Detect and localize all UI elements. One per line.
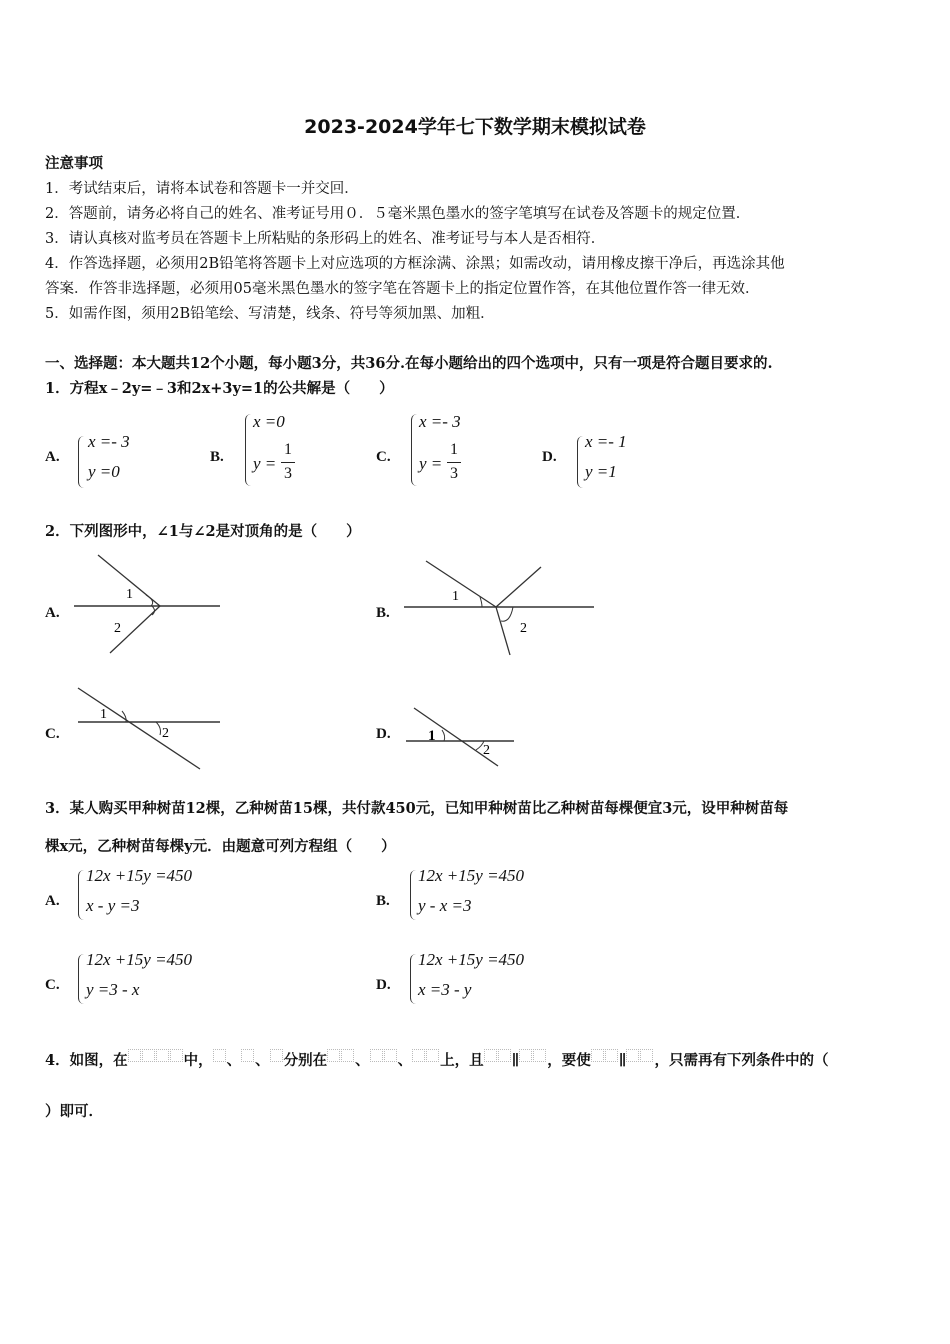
q3-b-eq2: y - x =3 [418,896,472,915]
q2-d-angle-2-label: 2 [483,743,490,758]
q4-text: 4．如图，在 [45,1052,128,1069]
notice-item: 答案．作答非选择题，必须用05毫米黑色墨水的签字笔在答题卡上的指定位置作答，在其他位置作答一律无效． [45,281,760,297]
q1-option-a-label: A. [45,449,60,465]
q1-c-eq2: y = [419,454,443,473]
question-4-stem-line1 [45,1049,828,1070]
q3-option-a-label: A. [45,893,60,909]
q4-sep: 、 [397,1052,413,1069]
q4-parallel-symbol: ∥ [618,1052,627,1069]
question-3-stem-line1: 3．某人购买甲种树苗12棵，乙种树苗15棵，共付款450元，已知甲种树苗比乙种树苗每棵便宜3元，设甲种树苗每 [45,800,789,817]
notice-item: 1．考试结束后，请将本试卷和答题卡一并交回． [45,181,359,197]
q1-b-denominator: 3 [284,465,292,482]
q2-figure-d [402,702,522,772]
q1-a-eq2: y =0 [88,462,120,481]
q2-option-b-label: B. [376,605,390,621]
q4-text: 中， [183,1052,213,1069]
q3-option-c-label: C. [45,977,60,993]
q2-option-d-label: D. [376,726,391,742]
q3-b-eq1: 12x +15y =450 [418,866,525,885]
q4-parallel-symbol: ∥ [511,1052,520,1069]
q3-d-eq1: 12x +15y =450 [418,950,525,969]
q4-text: ，只需再有下列条件中的（ [654,1052,829,1069]
q2-b-angle-2-label: 2 [520,621,527,636]
q2-option-a-label: A. [45,605,60,621]
q4-text: 上，且 [440,1052,484,1069]
q2-b-angle-1-label: 1 [452,589,459,604]
q1-c-numerator: 1 [450,441,458,458]
q1-b-eq2: y = [253,454,277,473]
section-heading: 一、选择题：本大题共12个小题，每小题3分，共36分.在每小题给出的四个选项中，只有一项是符合题目要求的. [45,355,773,372]
q2-figure-b [398,555,598,660]
notice-heading: 注意事项 [45,155,103,172]
q1-b-eq1: x =0 [253,412,285,431]
q2-c-angle-1-label: 1 [100,707,107,722]
q3-d-eq2: x =3 - y [418,980,472,999]
question-4-stem-line2: ）即可． [45,1103,103,1120]
q4-sep: 、 [255,1052,270,1069]
page-title: 2023-2024学年七下数学期末模拟试卷 [304,116,646,138]
q4-sep: 、 [226,1052,242,1069]
q1-b-numerator: 1 [284,441,292,458]
q2-a-angle-2-label: 2 [114,621,121,636]
notice-item: 4．作答选择题，必须用2B铅笔将答题卡上对应选项的方框涂满、涂黑；如需改动，请用橡皮擦干净后，再选涂其他 [45,256,785,272]
q1-option-d-label: D. [542,449,557,465]
q3-c-eq2: y =3 - x [86,980,140,999]
q2-figure-c [70,683,230,773]
notice-item: 5．如需作图，须用2B铅笔绘、写清楚，线条、符号等须加黑、加粗． [45,306,495,322]
q3-option-b-label: B. [376,893,390,909]
question-2-stem: 2．下列图形中，∠1与∠2是对顶角的是（ ） [45,523,361,540]
q1-c-eq1: x =- 3 [419,412,461,431]
q2-c-angle-2-label: 2 [162,726,169,741]
q2-d-angle-1-label: 1 [428,728,436,744]
question-3-stem-line2: 棵x元，乙种树苗每棵y元．由题意可列方程组（ ） [45,838,396,855]
question-1-stem: 1．方程x﹣2y=﹣3和2x+3y=1的公共解是（ ） [45,380,394,397]
q1-c-denominator: 3 [450,465,458,482]
q2-figure-a [68,545,228,660]
q4-text: 分别在 [283,1052,328,1069]
q3-a-eq2: x - y =3 [86,896,140,915]
q2-option-c-label: C. [45,726,60,742]
q2-a-angle-1-label: 1 [126,587,133,602]
notice-item: 2．答题前，请务必将自己的姓名、准考证号用０．５毫米黑色墨水的签字笔填写在试卷及答题卡的规定位置． [45,206,751,222]
q1-d-eq2: y =1 [585,462,617,481]
q4-text: ，要使 [547,1052,591,1069]
q4-sep: 、 [355,1052,370,1069]
q3-c-eq1: 12x +15y =450 [86,950,193,969]
q1-option-b-label: B. [210,449,224,465]
q3-option-d-label: D. [376,977,391,993]
q3-a-eq1: 12x +15y =450 [86,866,193,885]
notice-item: 3．请认真核对监考员在答题卡上所粘贴的条形码上的姓名、准考证号与本人是否相符． [45,231,606,247]
q1-d-eq1: x =- 1 [585,432,627,451]
q1-a-eq1: x =- 3 [88,432,130,451]
q1-option-c-label: C. [376,449,391,465]
